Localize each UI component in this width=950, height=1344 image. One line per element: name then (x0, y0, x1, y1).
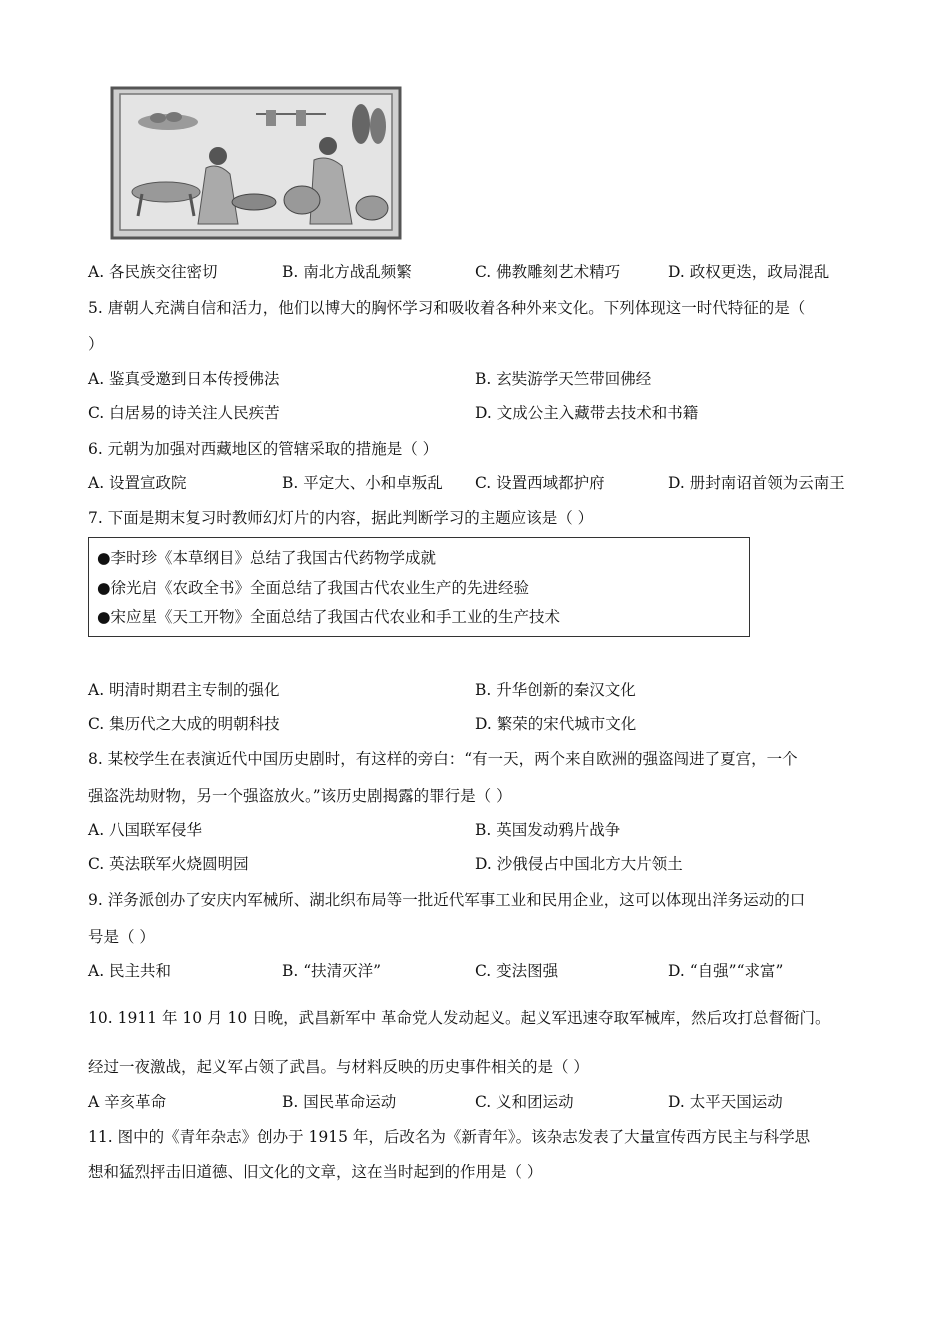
q11-stem-line1: 11. 图中的《青年杂志》创办于 1915 年，后改名为《新青年》。该杂志发表了大量宣传西方民主与科学思 (88, 1128, 811, 1146)
q8-stem-line2: 强盗洗劫财物，另一个强盗放火。”该历史剧揭露的罪行是（ ） (88, 787, 512, 805)
q10-option-c: C. 义和团运动 (475, 1093, 574, 1111)
q9-option-d: D. “自强”“求富” (668, 962, 784, 980)
q5-stem-line1: 5. 唐朝人充满自信和活力，他们以博大的胸怀学习和吸收着各种外来文化。下列体现这一时代特征的是（ (88, 299, 806, 317)
q7-option-b: B. 升华创新的秦汉文化 (475, 681, 636, 699)
q8-option-c: C. 英法联军火烧圆明园 (88, 855, 249, 873)
q5-option-c: C. 白居易的诗关注人民疾苦 (88, 404, 280, 422)
q7-slide-box (88, 537, 750, 637)
q4-option-d: D. 政权更迭，政局混乱 (668, 263, 830, 281)
q7-option-a: A. 明清时期君主专制的强化 (88, 681, 280, 699)
q6-stem: 6. 元朝为加强对西藏地区的管辖采取的措施是（ ） (88, 440, 439, 458)
q5-option-a: A. 鉴真受邀到日本传授佛法 (88, 370, 280, 388)
q5-option-b: B. 玄奘游学天竺带回佛经 (475, 370, 652, 388)
q7-option-c: C. 集历代之大成的明朝科技 (88, 715, 280, 733)
q11-stem-line2: 想和猛烈抨击旧道德、旧文化的文章，这在当时起到的作用是（ ） (88, 1163, 543, 1181)
q9-stem-line1: 9. 洋务派创办了安庆内军械所、湖北织布局等一批近代军事工业和民用企业，这可以体现出洋务运动的口 (88, 891, 806, 909)
q4-option-b: B. 南北方战乱频繁 (282, 263, 412, 281)
q10-option-a: A 辛亥革命 (88, 1093, 167, 1111)
q10-option-d: D. 太平天国运动 (668, 1093, 783, 1111)
q7-stem: 7. 下面是期末复习时教师幻灯片的内容，据此判断学习的主题应该是（ ） (88, 509, 594, 527)
q9-option-a: A. 民主共和 (88, 962, 172, 980)
q9-option-b: B. “扶清灭洋” (282, 962, 382, 980)
q7-box-line-3: ●宋应星《天工开物》全面总结了我国古代农业和手工业的生产技术 (97, 608, 561, 626)
q8-stem-line1: 8. 某校学生在表演近代中国历史剧时，有这样的旁白：“有一天，两个来自欧洲的强盗闯进了夏宫，一个 (88, 750, 798, 768)
q5-option-d: D. 文成公主入藏带去技术和书籍 (475, 404, 699, 422)
q6-option-b: B. 平定大、小和卓叛乱 (282, 474, 443, 492)
q6-option-a: A. 设置宣政院 (88, 474, 187, 492)
q9-stem-line2: 号是（ ） (88, 928, 155, 946)
q9-option-c: C. 变法图强 (475, 962, 559, 980)
q8-option-d: D. 沙俄侵占中国北方大片领土 (475, 855, 683, 873)
q10-option-b: B. 国民革命运动 (282, 1093, 397, 1111)
q8-option-b: B. 英国发动鸦片战争 (475, 821, 621, 839)
q8-option-a: A. 八国联军侵华 (88, 821, 203, 839)
ancient-brick-painting (106, 84, 406, 244)
q10-stem-line1: 10. 1911 年 10 月 10 日晚，武昌新军中 革命党人发动起义。起义军迅速夺取军械库，然后攻打总督衙门。 (88, 1009, 831, 1027)
q4-option-a: A. 各民族交往密切 (88, 263, 218, 281)
q7-box-line-2: ●徐光启《农政全书》全面总结了我国古代农业生产的先进经验 (97, 579, 530, 597)
q7-option-d: D. 繁荣的宋代城市文化 (475, 715, 637, 733)
q7-box-line-1: ●李时珍《本草纲目》总结了我国古代药物学成就 (97, 549, 437, 567)
q6-option-d: D. 册封南诏首领为云南王 (668, 474, 845, 492)
q4-option-c: C. 佛教雕刻艺术精巧 (475, 263, 621, 281)
q10-stem-line2: 经过一夜激战，起义军占领了武昌。与材料反映的历史事件相关的是（ ） (88, 1058, 589, 1076)
q6-option-c: C. 设置西域都护府 (475, 474, 605, 492)
q5-stem-line2: ） (88, 335, 104, 353)
